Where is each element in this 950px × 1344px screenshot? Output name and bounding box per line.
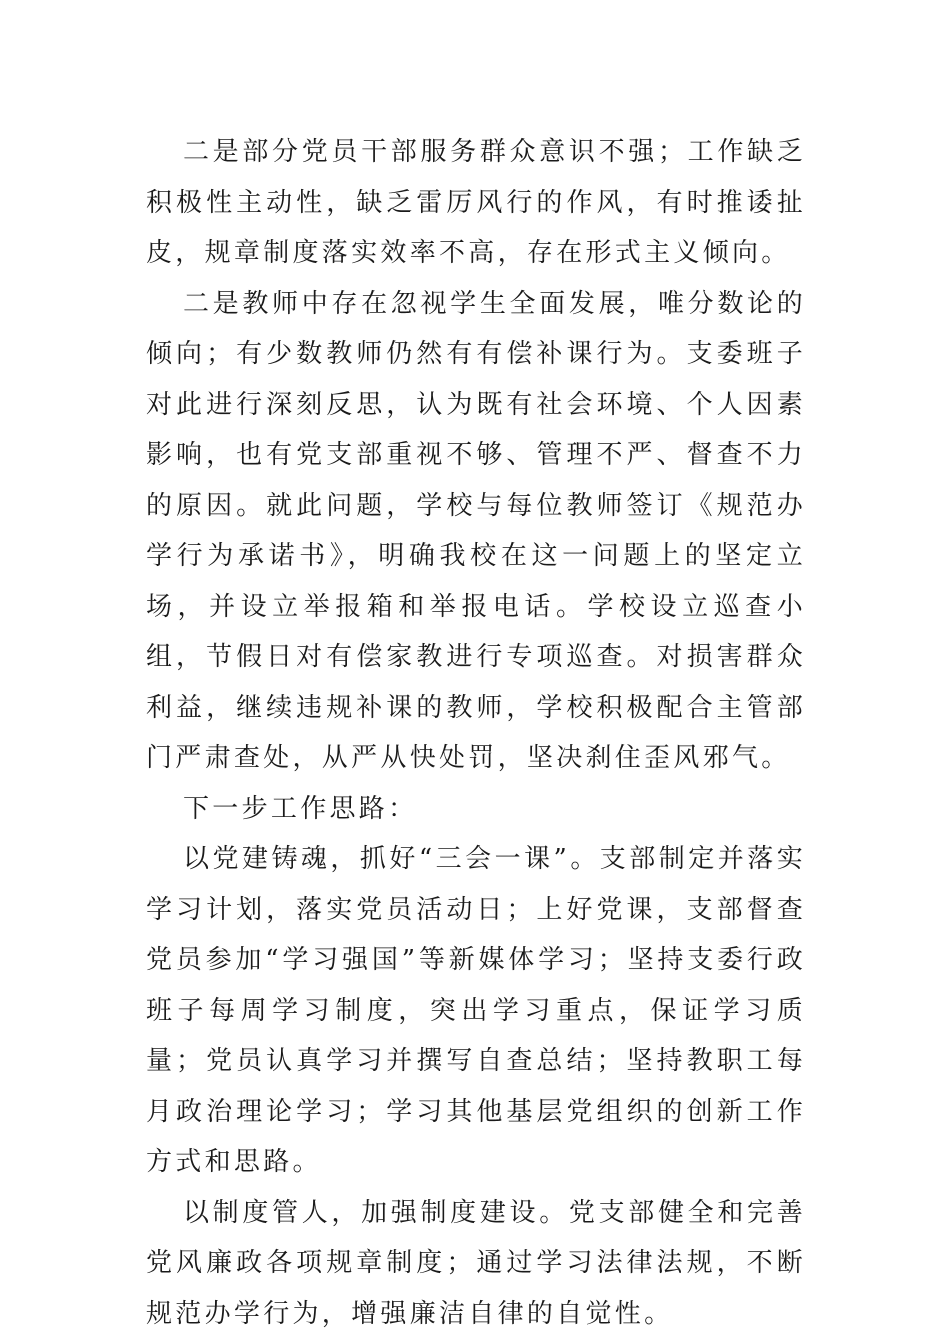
paragraph-party-building: 以党建铸魂，抓好“三会一课”。支部制定并落实学习计划，落实党员活动日；上好党课，支部督查党员参加“学习强国”等新媒体学习；坚持支委行政班子每周学习制度，突出学习重点，保证学习质量；党员认真学习并撰写自查总结；坚持教职工每月政治理论学习；学习其他基层党组织的创新工作方式和思路。 bbox=[146, 844, 806, 1177]
paragraph-next-steps-heading: 下一步工作思路： bbox=[183, 793, 418, 824]
paragraph-teacher-issues: 二是教师中存在忽视学生全面发展，唯分数论的倾向；有少数教师仍然有有偿补课行为。支委班子对此进行深刻反思，认为既有社会环境、个人因素影响，也有党支部重视不够、管理不严、督查不力的原因。就此问题，学校与每位教师签订《规范办学行为承诺书》，明确我校在这一问题上的坚定立场，并设立举报箱和举报电话。学校设立巡查小组，节假日对有偿家教进行专项巡查。对损害群众利益，继续违规补课的教师，学校积极配合主管部门严肃查处，从严从快处罚，坚决刹住歪风邪气。 bbox=[146, 288, 806, 773]
paragraph-system-building: 以制度管人，加强制度建设。党支部健全和完善党风廉政各项规章制度；通过学习法律法规，不断规范办学行为，增强廉洁自律的自觉性。 bbox=[146, 1197, 806, 1329]
paragraph-cadre-awareness: 二是部分党员干部服务群众意识不强；工作缺乏积极性主动性，缺乏雷厉风行的作风，有时推诿扯皮，规章制度落实效率不高，存在形式主义倾向。 bbox=[146, 137, 806, 268]
document-body bbox=[146, 127, 806, 1339]
